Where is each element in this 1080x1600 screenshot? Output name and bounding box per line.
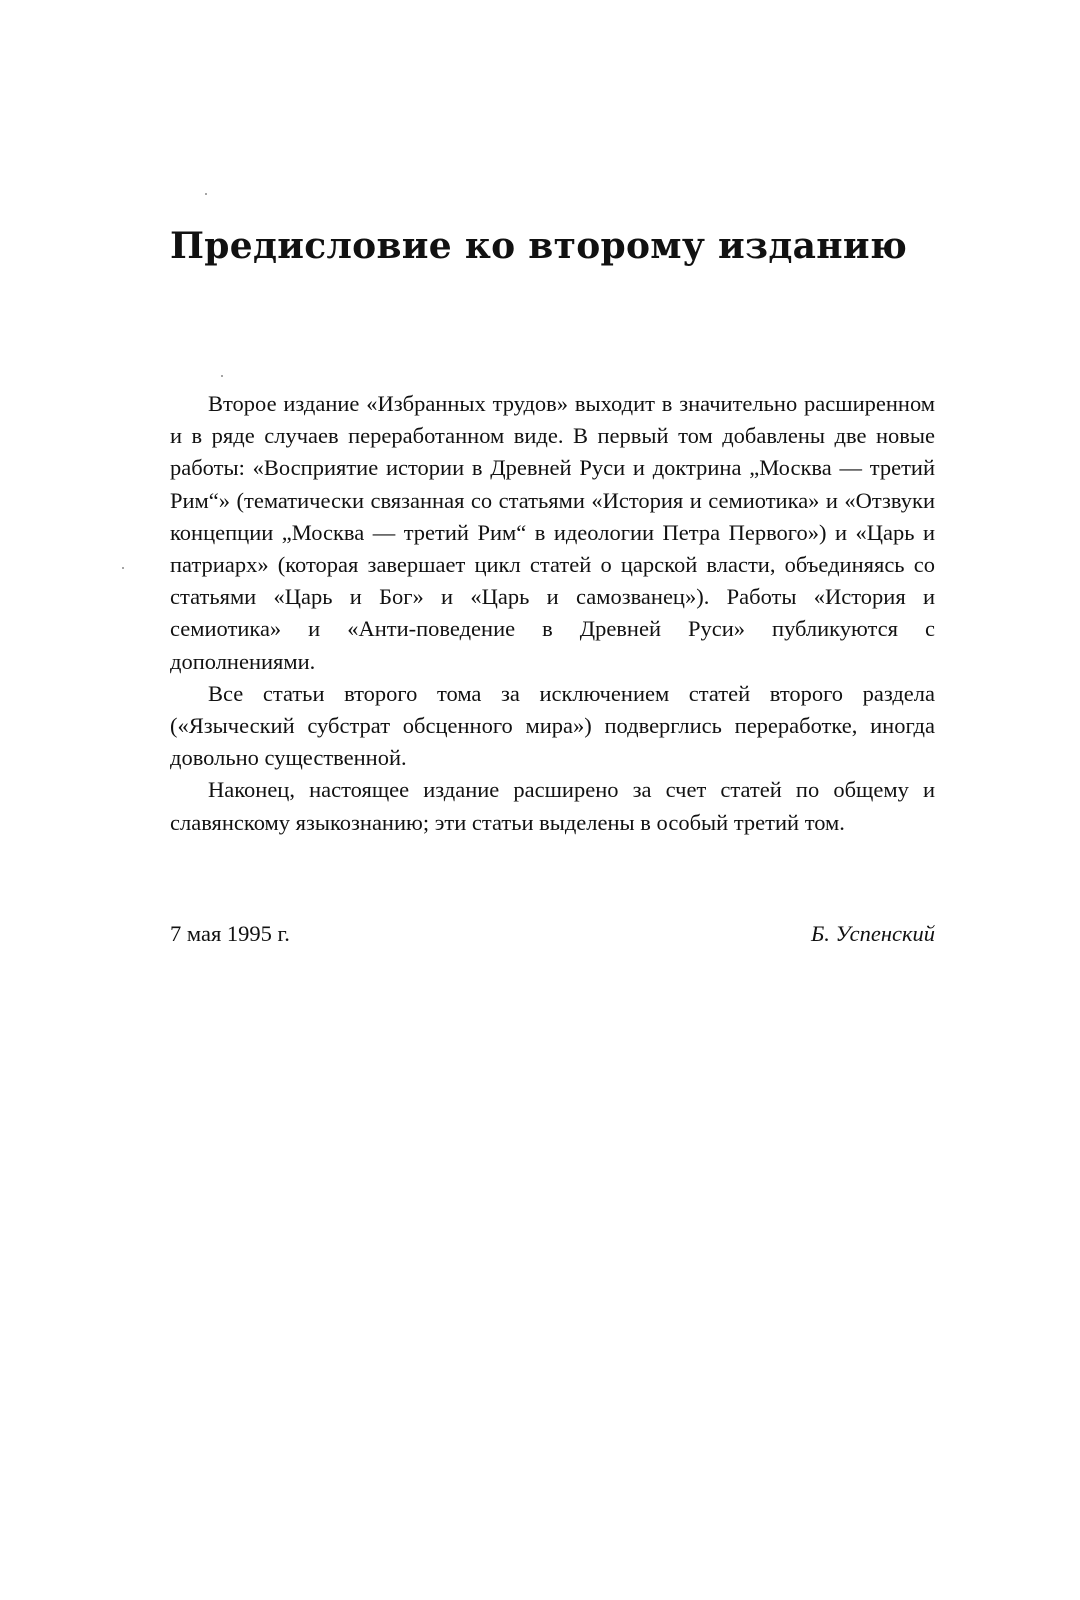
print-speck <box>122 567 124 569</box>
paragraph-1: Второе издание «Избранных трудов» выходит в значительно расширенном и в ряде случаев переработанном виде. В первый том добавлены две новые работы: «Восприятие истории в Древней Руси и доктрина „Москва — третий Рим“» (тематически связанная со статьями «История и семиотика» и «Отзвуки концепции „Москва — третий Рим“ в идеологии Петра Первого») и «Царь и патриарх» (которая завершает цикл статей о царской власти, объединяясь со статьями «Царь и Бог» и «Царь и самозванец»). Работы «История и семиотика» и «Анти-поведение в Древней Руси» публикуются с дополнениями. <box>170 391 935 674</box>
page-title: Предисловие ко второму изданию <box>170 225 908 267</box>
paragraph-2: Все статьи второго тома за исключением статей второго раздела («Языческий субстрат обсценного мира») подверглись переработке, иногда довольно существенной. <box>170 680 935 771</box>
date: 7 мая 1995 г. <box>170 921 290 946</box>
print-speck <box>221 375 223 377</box>
author-signature: Б. Успенский <box>810 921 935 946</box>
print-speck <box>205 193 207 195</box>
signature-row <box>170 918 935 950</box>
paragraph-3: Наконец, настоящее издание расширено за счет статей по общему и славянскому языкознанию; эти статьи выделены в особый третий том. <box>170 777 935 835</box>
preface-body <box>170 388 935 839</box>
